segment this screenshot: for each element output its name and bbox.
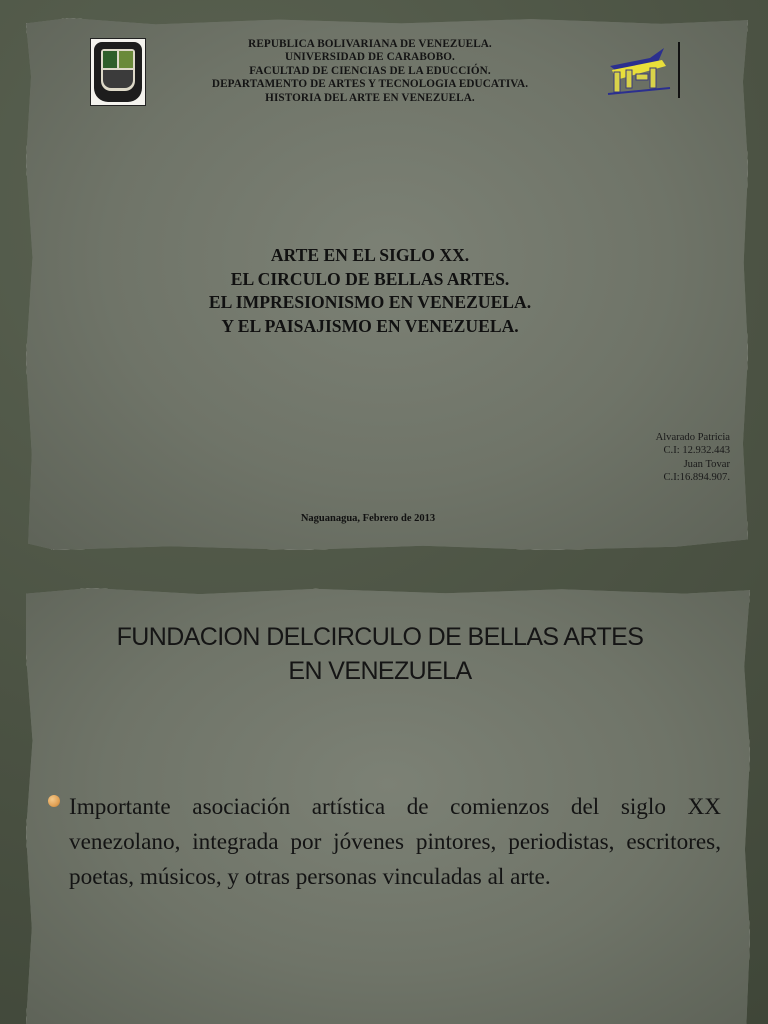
title-line: ARTE EN EL SIGLO XX. <box>270 245 470 265</box>
header-line: FACULTAD DE CIENCIAS DE LA EDUCCIÓN. <box>249 64 491 77</box>
place-date: Naguanagua, Febrero de 2013 <box>300 513 436 524</box>
slide-title <box>60 620 700 688</box>
universidad-de-carabobo-seal-icon <box>90 38 146 106</box>
author-name: Juan Tovar <box>683 458 730 470</box>
header-line: DEPARTAMENTO DE ARTES Y TECNOLOGIA EDUCATIVA. <box>211 78 529 91</box>
title-line: EL IMPRESIONISMO EN VENEZUELA. <box>208 292 532 312</box>
presentation-title <box>120 244 620 338</box>
header-line: HISTORIA DEL ARTE EN VENEZUELA. <box>265 91 475 104</box>
title-line: EL CIRCULO DE BELLAS ARTES. <box>230 268 510 289</box>
author-id: C.I: 12.932.443 <box>663 445 730 457</box>
slide-title-line: EN VENEZUELA <box>288 657 472 685</box>
slide-title-line: FUNDACION DELCIRCULO DE BELLAS ARTES <box>116 623 644 651</box>
bullet-text: Importante asociación artística de comienzos del siglo XX venezolano, integrada por jóvenes pintores, periodistas, escritores, poetas, músicos, y otras personas vinculadas al arte. <box>69 794 721 891</box>
facultad-educacion-logo-icon <box>606 44 686 100</box>
author-name: Alvarado Patricia <box>655 432 730 443</box>
title-line: Y EL PAISAJISMO EN VENEZUELA. <box>221 315 519 336</box>
header-line: UNIVERSIDAD DE CARABOBO. <box>285 51 455 64</box>
author-id: C.I:16.894.907. <box>663 472 730 484</box>
authors-block <box>560 431 730 485</box>
bullet-dot-icon <box>48 795 60 807</box>
header-line: REPUBLICA BOLIVARIANA DE VENEZUELA. <box>248 38 492 50</box>
institution-header <box>150 38 590 105</box>
